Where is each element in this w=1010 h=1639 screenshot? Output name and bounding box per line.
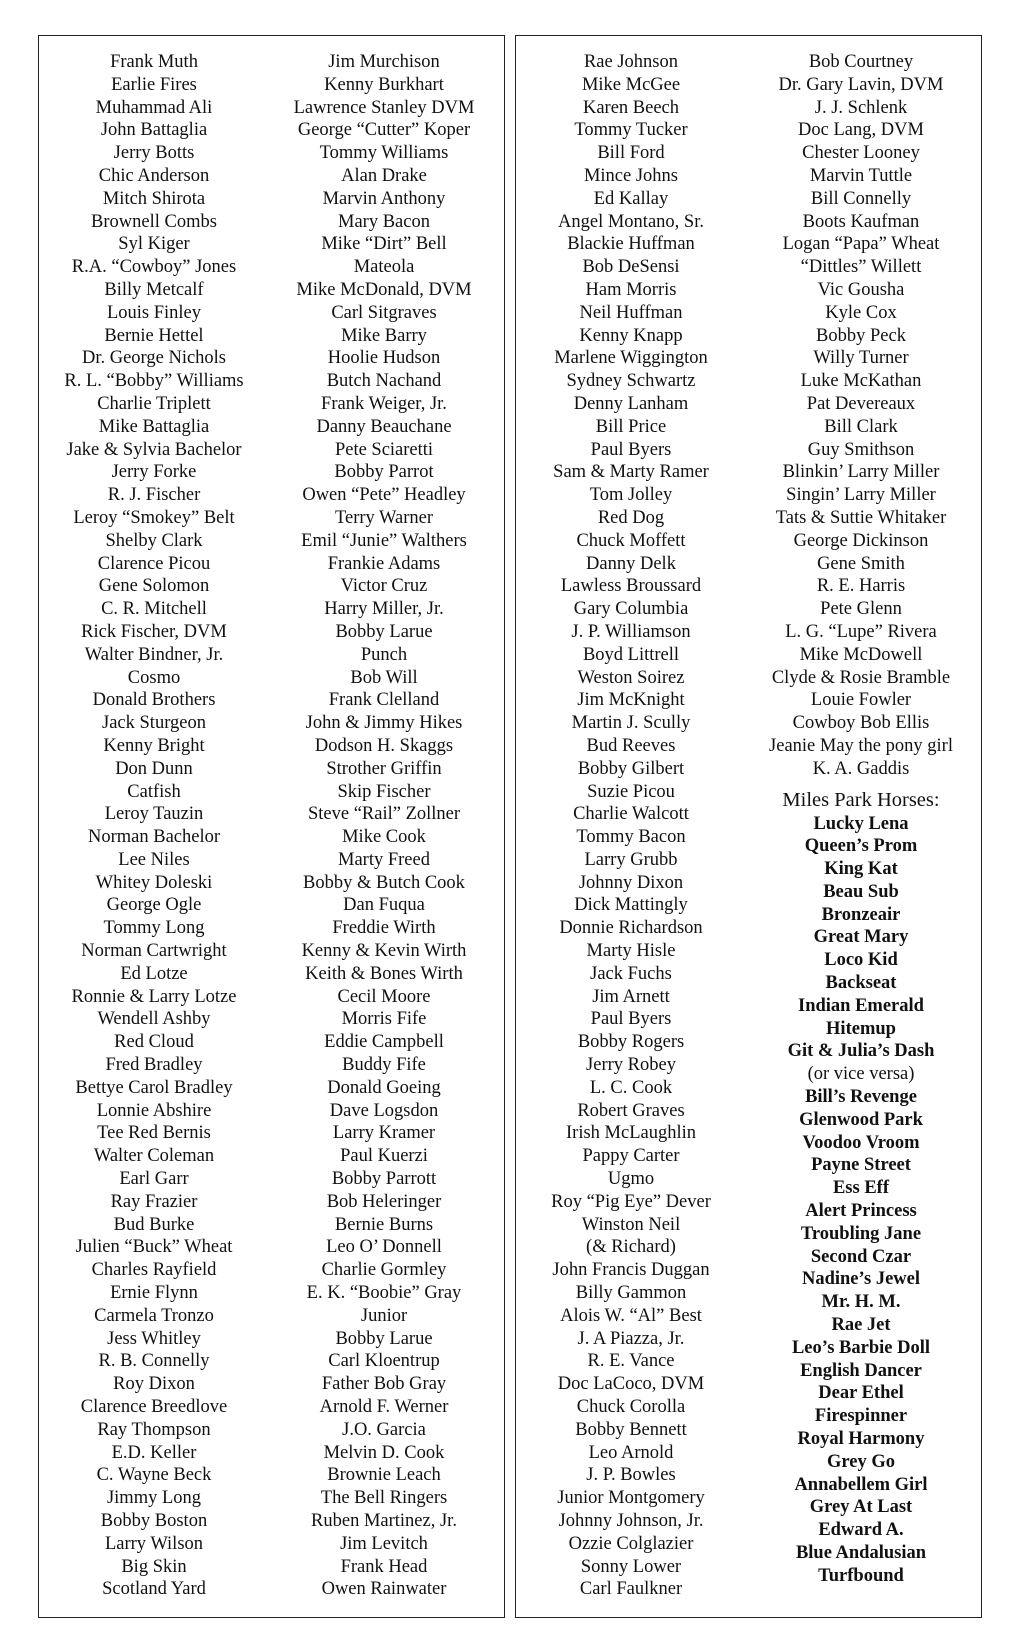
name-entry: Sonny Lower [580, 1556, 682, 1577]
name-entry: Ronnie & Larry Lotze [71, 986, 237, 1007]
name-entry: E. K. “Boobie” Gray [306, 1283, 462, 1304]
name-entry: Terry Warner [334, 507, 434, 528]
name-entry: L. C. Cook [589, 1077, 673, 1098]
name-entry: Louis Finley [106, 302, 202, 323]
name-entry: Marty Freed [338, 849, 430, 870]
horse-name: King Kat [824, 859, 898, 880]
name-entry: Jerry Forke [111, 462, 197, 483]
left-panel-column-2 [269, 51, 499, 1601]
name-entry: J. P. Bowles [586, 1465, 676, 1486]
horse-name: Edward A. [818, 1520, 904, 1541]
horse-name: Royal Harmony [797, 1429, 925, 1450]
name-entry: Ed Lotze [120, 963, 188, 984]
name-entry: Leo O’ Donnell [326, 1237, 442, 1258]
name-entry: Mike Battaglia [98, 416, 210, 437]
name-entry: Blinkin’ Larry Miller [782, 462, 940, 483]
name-entry: Donald Brothers [92, 690, 216, 711]
name-entry: Emil “Junie” Walthers [301, 530, 467, 551]
horse-name: Grey Go [826, 1451, 895, 1472]
name-entry: Robert Graves [577, 1100, 685, 1121]
name-entry: Carmela Tronzo [94, 1305, 214, 1326]
name-entry: Suzie Picou [587, 781, 675, 802]
horse-name: Blue Andalusian [795, 1543, 927, 1563]
name-entry: Walter Coleman [93, 1146, 215, 1167]
horse-name: Mr. H. M. [821, 1292, 901, 1313]
name-entry: J.O. Garcia [342, 1419, 426, 1440]
name-entry: Paul Byers [590, 1009, 672, 1030]
name-entry: C. R. Mitchell [101, 599, 207, 620]
name-entry: Johnny Johnson, Jr. [558, 1511, 704, 1531]
name-entry: Mike McDowell [799, 644, 923, 665]
name-entry: R.A. “Cowboy” Jones [71, 257, 237, 278]
name-entry: Muhammad Ali [95, 97, 213, 118]
horse-name: Troubling Jane [800, 1223, 922, 1244]
name-entry: Victor Cruz [340, 576, 428, 597]
name-entry: Harry Miller, Jr. [324, 599, 444, 620]
name-entry: Irish McLaughlin [566, 1123, 696, 1144]
name-entry: (& Richard) [586, 1237, 676, 1258]
name-entry: Jim Murchison [328, 52, 440, 72]
name-entry: Jess Whitley [107, 1328, 201, 1349]
name-entry: Leroy Tauzin [104, 804, 204, 825]
name-entry: Owen “Pete” Headley [302, 485, 466, 506]
name-entry: Kyle Cox [825, 302, 897, 323]
name-entry: Clyde & Rosie Bramble [771, 667, 951, 688]
name-entry: Donnie Richardson [559, 918, 703, 939]
name-entry: Chic Anderson [98, 165, 210, 186]
name-entry: Kenny & Kevin Wirth [301, 941, 467, 962]
horse-name: Hitemup [826, 1018, 896, 1039]
name-entry: Eddie Campbell [324, 1032, 444, 1053]
name-entry: Paul Byers [590, 439, 672, 460]
name-entry: Larry Wilson [104, 1533, 204, 1554]
name-entry: John Battaglia [100, 120, 208, 141]
name-entry: Ray Frazier [110, 1191, 198, 1212]
name-entry: Jeanie May the pony girl [769, 735, 953, 756]
name-entry: Alois W. “Al” Best [560, 1305, 702, 1326]
name-entry: Donald Goeing [327, 1077, 441, 1098]
horse-name: Queen’s Prom [804, 836, 918, 857]
name-entry: Jerry Robey [586, 1055, 676, 1076]
name-entry: R. J. Fischer [107, 485, 201, 506]
name-entry: Bill Ford [597, 143, 665, 164]
name-entry: Bobby Gilbert [577, 758, 685, 779]
right-panel-column-2 [746, 51, 976, 1588]
name-entry: Hoolie Hudson [327, 348, 441, 369]
horse-name: (or vice versa) [807, 1064, 915, 1085]
name-entry: K. A. Gaddis [812, 758, 910, 779]
name-entry: Boyd Littrell [582, 644, 680, 665]
name-entry: Sam & Marty Ramer [553, 462, 709, 483]
name-entry: Bernie Burns [334, 1214, 434, 1235]
name-entry: Chuck Corolla [576, 1397, 686, 1418]
name-entry: Danny Beauchane [316, 416, 452, 437]
name-entry: Jim Arnett [592, 986, 670, 1007]
horse-name: Beau Sub [823, 881, 899, 902]
name-entry: Melvin D. Cook [323, 1442, 445, 1463]
name-entry: Red Dog [597, 507, 665, 528]
name-entry: Roy “Pig Eye” Dever [551, 1191, 711, 1212]
name-entry: R. L. “Bobby” Williams [64, 371, 244, 392]
name-entry: Bob Courtney [808, 52, 914, 72]
name-entry: Frankie Adams [327, 553, 441, 574]
name-entry: George “Cutter” Koper [297, 120, 471, 141]
name-entry: Jake & Sylvia Bachelor [66, 439, 242, 460]
name-entry: Bobby Boston [100, 1511, 208, 1531]
horse-name: Bronzeair [821, 904, 901, 925]
name-entry: Billy Gammon [575, 1283, 687, 1304]
name-entry: Gene Smith [817, 553, 905, 574]
name-entry: Martin J. Scully [571, 713, 691, 734]
name-entry: Whitey Doleski [95, 872, 213, 893]
name-entry: Mince Johns [583, 165, 679, 186]
name-entry: Ruben Martinez, Jr. [311, 1511, 457, 1531]
name-entry: Bettye Carol Bradley [75, 1077, 233, 1098]
horse-name: Turfbound [818, 1565, 904, 1586]
name-entry: Tommy Bacon [576, 827, 686, 848]
name-entry: Kenny Burkhart [324, 74, 444, 95]
name-entry: Luke McKathan [800, 371, 922, 392]
horse-name: Backseat [825, 973, 897, 994]
horse-name: Ess Eff [832, 1178, 889, 1199]
name-entry: Denny Lanham [573, 393, 689, 414]
name-entry: Jack Fuchs [590, 963, 672, 984]
name-entry: Dick Mattingly [574, 895, 688, 916]
name-entry: Bobby Peck [816, 325, 906, 346]
name-entry: Ed Kallay [593, 188, 669, 209]
name-entry: Bill Connelly [810, 188, 912, 209]
name-entry: Marvin Anthony [322, 188, 446, 209]
name-entry: Frank Head [340, 1556, 428, 1577]
name-entry: Rae Johnson [583, 52, 679, 72]
name-entry: George Dickinson [793, 530, 929, 551]
name-entry: Julien “Buck” Wheat [75, 1237, 233, 1258]
horses-list [788, 813, 935, 1588]
name-entry: Ozzie Colglazier [568, 1533, 694, 1554]
horse-name: Rae Jet [831, 1315, 891, 1336]
name-entry: Johnny Dixon [578, 872, 684, 893]
name-entry: Bernie Hettel [104, 325, 204, 346]
horse-name: Great Mary [813, 927, 909, 948]
name-entry: Doc Lang, DVM [798, 120, 924, 141]
name-entry: Carl Faulkner [579, 1579, 683, 1600]
name-entry: Bud Burke [113, 1214, 195, 1235]
name-entry: Sydney Schwartz [566, 371, 696, 392]
name-entry: Frank Weiger, Jr. [321, 393, 447, 414]
name-entry: Carl Sitgraves [331, 302, 437, 323]
name-entry: Ham Morris [585, 279, 677, 300]
horse-name: Git & Julia’s Dash [787, 1041, 935, 1062]
horse-name: English Dancer [800, 1360, 922, 1381]
name-entry: Doc LaCoco, DVM [557, 1374, 705, 1395]
name-entry: Roy Dixon [113, 1374, 195, 1395]
name-entry: John & Jimmy Hikes [305, 713, 463, 734]
name-entry: Jerry Botts [113, 143, 195, 164]
right-panel [515, 35, 982, 1618]
name-entry: Paul Kuerzi [340, 1146, 428, 1167]
name-entry: Cowboy Bob Ellis [792, 713, 930, 734]
name-entry: Bob Heleringer [326, 1191, 442, 1212]
name-entry: Tommy Long [103, 918, 205, 939]
name-entry: Norman Bachelor [87, 827, 221, 848]
name-entry: Leroy “Smokey” Belt [73, 507, 235, 528]
name-entry: Bud Reeves [586, 735, 676, 756]
horses-section-title: Miles Park Horses: [782, 788, 940, 811]
name-entry: Pappy Carter [582, 1146, 680, 1167]
name-entry: E.D. Keller [111, 1442, 197, 1463]
name-entry: Dr. George Nichols [81, 348, 227, 369]
left-panel-column-1 [39, 51, 269, 1601]
name-entry: Guy Smithson [807, 439, 915, 460]
name-entry: Lonnie Abshire [96, 1100, 212, 1121]
name-entry: Lee Niles [118, 849, 190, 870]
name-entry: Butch Nachand [326, 371, 442, 392]
horse-name: Firespinner [814, 1406, 908, 1427]
name-entry: Willy Turner [813, 348, 909, 369]
name-entry: Jim McKnight [577, 690, 685, 711]
name-entry: Bobby Larue [335, 621, 433, 642]
horse-name: Bill’s Revenge [805, 1087, 917, 1108]
name-entry: Mike “Dirt” Bell [321, 234, 447, 255]
name-entry: Earlie Fires [111, 74, 197, 95]
name-entry: Dodson H. Skaggs [314, 735, 454, 756]
name-entry: Bobby Rogers [577, 1032, 685, 1053]
name-entry: Ray Thompson [97, 1419, 211, 1440]
horse-name: Glenwood Park [799, 1109, 923, 1130]
right-panel-column-1 [516, 51, 746, 1601]
name-entry: Bobby Parrott [331, 1169, 437, 1190]
name-entry: Mike Cook [342, 827, 426, 848]
name-entry: Bill Price [595, 416, 667, 437]
horse-name: Payne Street [811, 1155, 911, 1176]
name-entry: Junior [360, 1305, 408, 1326]
name-entry: Neil Huffman [579, 302, 683, 323]
name-entry: Tommy Tucker [574, 120, 688, 141]
name-entry: Dr. Gary Lavin, DVM [778, 74, 944, 95]
name-entry: Mike McGee [581, 74, 681, 95]
name-entry: Morris Fife [341, 1009, 427, 1030]
name-entry: Owen Rainwater [321, 1579, 447, 1600]
horse-name: Annabellem Girl [794, 1474, 928, 1495]
name-entry: Vic Gousha [817, 279, 905, 300]
name-entry: Marvin Tuttle [809, 165, 913, 186]
name-entry: Junior Montgomery [557, 1488, 705, 1509]
name-entry: J. J. Schlenk [814, 97, 908, 118]
name-entry: Mary Bacon [338, 211, 430, 232]
name-entry: Charles Rayfield [91, 1260, 217, 1281]
name-entry: Dave Logsdon [329, 1100, 439, 1121]
name-entry: Mike Barry [341, 325, 427, 346]
name-entry: Chester Looney [802, 143, 920, 164]
horse-name: Indian Emerald [798, 995, 924, 1016]
name-entry: Buddy Fife [342, 1055, 426, 1076]
name-entry: Logan “Papa” Wheat [782, 234, 940, 255]
name-entry: Boots Kaufman [802, 211, 920, 232]
horse-name: Leo’s Barbie Doll [791, 1337, 931, 1358]
name-entry: Marty Hisle [586, 941, 676, 962]
name-entry: Bobby & Butch Cook [303, 872, 465, 893]
name-entry: Bill Clark [824, 416, 898, 437]
name-entry: Ugmo [607, 1169, 655, 1190]
name-entry: Weston Soirez [577, 667, 685, 688]
name-entry: Pat Devereaux [806, 393, 916, 414]
name-entry: Frank Clelland [328, 690, 440, 711]
name-entry: Cosmo [127, 667, 181, 688]
name-entry: L. G. “Lupe” Rivera [785, 621, 937, 642]
name-entry: Bobby Larue [335, 1328, 433, 1349]
name-entry: Tee Red Bernis [97, 1123, 211, 1144]
name-entry: Kenny Bright [103, 735, 205, 756]
name-entry: R. E. Harris [816, 576, 906, 597]
name-entry: Syl Kiger [118, 234, 190, 255]
left-panel [38, 35, 505, 1618]
name-entry: Father Bob Gray [321, 1374, 447, 1395]
horse-name: Voodoo Vroom [802, 1132, 920, 1153]
name-entry: Ernie Flynn [110, 1283, 198, 1304]
name-entry: Rick Fischer, DVM [81, 621, 227, 642]
name-entry: Leo Arnold [588, 1442, 674, 1463]
name-entry: Strother Griffin [326, 758, 442, 779]
name-entry: Jimmy Long [106, 1488, 202, 1509]
name-entry: Brownell Combs [91, 211, 217, 232]
name-entry: Blackie Huffman [567, 234, 695, 255]
name-entry: Larry Kramer [332, 1123, 436, 1144]
name-entry: The Bell Ringers [320, 1488, 448, 1509]
horse-name: Grey At Last [809, 1497, 913, 1518]
name-entry: “Dittles” Willett [800, 257, 922, 278]
name-entry: Kenny Knapp [579, 325, 683, 346]
name-entry: George Ogle [106, 895, 202, 916]
name-entry: Big Skin [121, 1556, 187, 1577]
name-entry: Larry Grubb [584, 849, 678, 870]
name-entry: Shelby Clark [105, 530, 203, 551]
name-entry: Clarence Picou [97, 553, 211, 574]
name-entry: J. A Piazza, Jr. [577, 1328, 685, 1349]
name-entry: Scotland Yard [102, 1579, 206, 1600]
name-entry: Karen Beech [582, 97, 680, 118]
name-entry: Red Cloud [114, 1032, 194, 1053]
horse-name: Alert Princess [805, 1201, 917, 1222]
name-entry: Wendell Ashby [97, 1009, 211, 1030]
name-entry: Tom Jolley [589, 485, 673, 506]
name-entry: Punch [360, 644, 408, 665]
name-entry: Tommy Williams [319, 143, 449, 164]
name-entry: Bobby Bennett [575, 1419, 687, 1440]
name-entry: Mitch Shirota [102, 188, 206, 209]
name-entry: Marlene Wiggington [554, 348, 708, 369]
name-entry: Louie Fowler [810, 690, 912, 711]
horse-name: Nadine’s Jewel [801, 1269, 920, 1290]
name-entry: Steve “Rail” Zollner [307, 804, 461, 825]
horse-name: Loco Kid [824, 950, 898, 971]
horse-name: Dear Ethel [818, 1383, 904, 1404]
name-entry: Lawless Broussard [560, 576, 702, 597]
name-entry: Pete Glenn [820, 599, 902, 620]
people-list [769, 51, 953, 781]
name-entry: Pete Sciaretti [334, 439, 434, 460]
name-entry: Bob Will [350, 667, 418, 688]
name-entry: Billy Metcalf [104, 279, 204, 300]
name-entry: C. Wayne Beck [96, 1465, 212, 1486]
name-entry: Keith & Bones Wirth [305, 963, 463, 984]
name-entry: Don Dunn [115, 758, 193, 779]
name-entry: Dan Fuqua [343, 895, 425, 916]
name-entry: Earl Garr [119, 1169, 189, 1190]
name-entry: Catfish [127, 781, 181, 802]
name-entry: Danny Delk [586, 553, 676, 574]
name-entry: Freddie Wirth [332, 918, 436, 939]
name-entry: Angel Montano, Sr. [558, 211, 704, 232]
name-entry: Jim Levitch [340, 1533, 428, 1554]
name-entry: Alan Drake [341, 165, 427, 186]
name-entry: John Francis Duggan [552, 1260, 710, 1281]
name-entry: Bobby Parrot [334, 462, 434, 483]
name-entry: Charlie Gormley [321, 1260, 447, 1281]
name-entry: Chuck Moffett [576, 530, 686, 551]
name-entry: Gary Columbia [573, 599, 689, 620]
name-entry: Charlie Triplett [97, 393, 211, 414]
name-entry: Clarence Breedlove [80, 1397, 228, 1418]
name-entry: Bob DeSensi [582, 257, 680, 278]
name-entry: Singin’ Larry Miller [786, 485, 936, 506]
name-entry: Gene Solomon [98, 576, 210, 597]
name-entry: Winston Neil [581, 1214, 681, 1235]
name-entry: R. E. Vance [587, 1351, 675, 1372]
name-entry: Mateola [353, 257, 415, 278]
name-entry: Arnold F. Werner [319, 1397, 449, 1418]
name-entry: Walter Bindner, Jr. [84, 644, 224, 665]
name-entry: Brownie Leach [327, 1465, 441, 1486]
horse-name: Lucky Lena [813, 813, 909, 834]
name-entry: Cecil Moore [337, 986, 431, 1007]
name-entry: Fred Bradley [105, 1055, 203, 1076]
name-entry: Frank Muth [110, 52, 198, 72]
name-entry: Charlie Walcott [573, 804, 689, 825]
horse-name: Second Czar [810, 1246, 912, 1267]
name-entry: Norman Cartwright [81, 941, 227, 962]
name-entry: R. B. Connelly [98, 1351, 210, 1372]
name-entry: Tats & Suttie Whitaker [775, 507, 947, 528]
name-entry: J. P. Williamson [571, 621, 691, 642]
name-entry: Mike McDonald, DVM [296, 279, 472, 300]
name-entry: Carl Kloentrup [328, 1351, 440, 1372]
name-entry: Lawrence Stanley DVM [293, 97, 475, 118]
name-entry: Skip Fischer [337, 781, 431, 802]
name-entry: Jack Sturgeon [102, 713, 206, 734]
